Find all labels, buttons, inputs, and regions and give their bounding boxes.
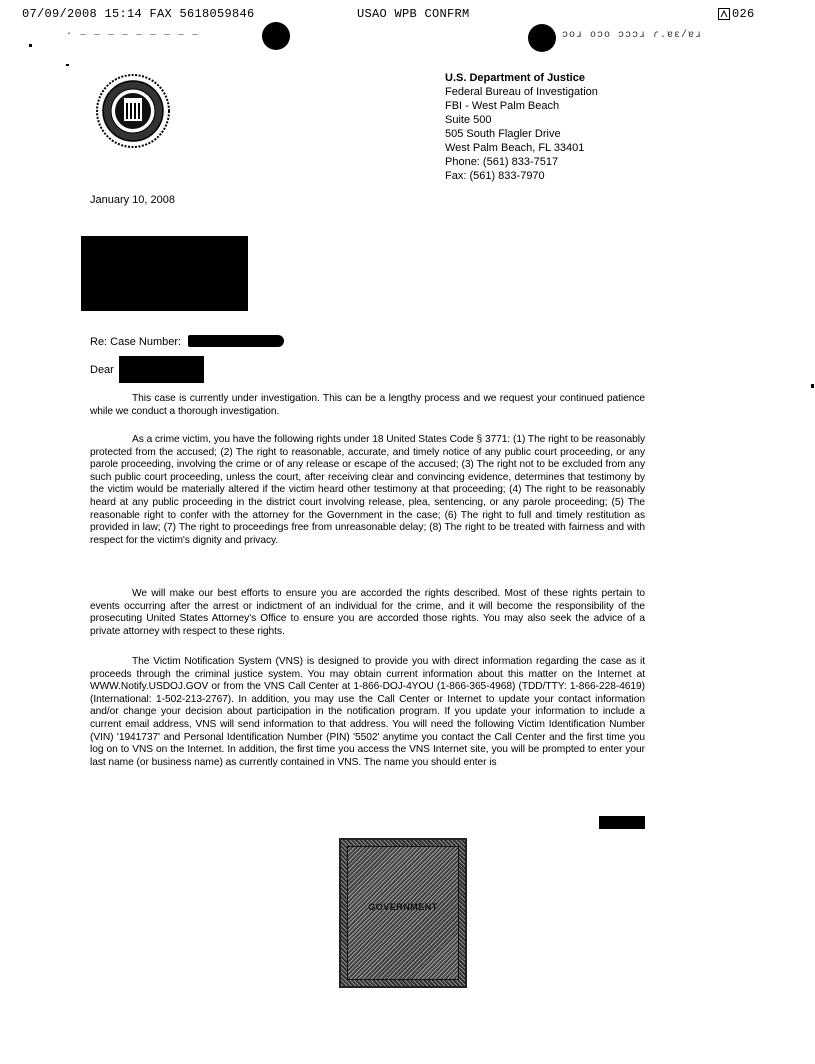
fax-timestamp: 07/09/2008 15:14 FAX 5618059846: [22, 7, 255, 21]
agency-department: U.S. Department of Justice: [445, 72, 585, 84]
salutation: Dear: [90, 364, 114, 376]
government-seal-stamp: [339, 838, 467, 988]
letter-date: January 10, 2008: [90, 194, 176, 206]
agency-suite: Suite 500: [445, 114, 492, 126]
agency-phone: Phone: (561) 833-7517: [445, 156, 559, 168]
scan-speck: [66, 64, 69, 66]
agency-bureau: Federal Bureau of Investigation: [445, 86, 598, 98]
fax-page-marker: [718, 7, 755, 21]
agency-street: 505 South Flagler Drive: [445, 128, 561, 140]
hole-punch-right: [528, 24, 556, 52]
scan-noise-left: . _ _ _ _ _ _ _ _ _: [66, 27, 200, 38]
paragraph-vns: The Victim Notification System (VNS) is designed to provide you with direct information regarding the case as it proceeds through the criminal justice system. You may obtain current information about this matter on the Internet at WWW.Notify.USDOJ.GOV or from the VNS Call Center at 1-866-DOJ-4YOU (1-866-365-4968) (TDD/TTY: 1-866-228-4619) (International: 1-502-213-2767). In addition, you may use the Call Center or Internet to update your contact information and/or change your decision about participation in the notification program. If you update your information to include a current email address, VNS will send information to that address. You will need the following Victim Identification Number (VIN) '1941737' and Personal Identification Number (PIN) '5502' anytime you contact the Call Center and the first time you log on to VNS on the Internet. In addition, the first time you access the VNS Internet site, you will be prompted to enter your last name (or business name) as currently contained in VNS. The name you should enter is: [90, 656, 645, 768]
agency-fax: Fax: (561) 833-7970: [445, 170, 545, 182]
fax-office: USAO WPB CONFRM: [357, 7, 470, 21]
paragraph-victim-rights: As a crime victim, you have the following rights under 18 United States Code § 3771: (1) The right to be reasonably protected from the accused; (2) The right to reasonable, accurate, and timely notice of any public court proceeding, or any parole proceeding, involving the crime or of any release or escape of the accused; (3) The right not to be excluded from any such public court proceeding, unless the court, after receiving clear and convincing evidence, determines that testimony by the victim would be materially altered if the victim heard other testimony at that proceeding; (4) The right to be reasonably heard at any public proceeding in the district court involving release, plea, sentencing, or any parole proceeding; (5) The reasonable right to confer with the attorney for the Government in the case; (6) The right to full and timely restitution as provided in law; (7) The right to proceedings free from unreasonable delay; (8) The right to be treated with fairness and with respect for the victim's dignity and privacy.: [90, 434, 645, 546]
scan-speck: [811, 384, 814, 388]
scan-noise-right: ɔoɹ oɔo ɔɔɔɹ ɾ.ɐɛ/ɐɹ: [562, 30, 703, 41]
paragraph-efforts: We will make our best efforts to ensure you are accorded the rights described. Most of these rights pertain to events occurring after the arrest or indictment of an individual for the crime, and it will become the responsibility of the prosecuting United States Attorney's Office to ensure you are accorded those rights. You may also seek the advice of a private attorney with respect to these rights.: [90, 588, 645, 637]
agency-city: West Palm Beach, FL 33401: [445, 142, 585, 154]
redacted-case-number: [188, 335, 284, 347]
redacted-recipient-name: [119, 356, 204, 383]
agency-address-block: [445, 71, 598, 183]
fax-page-number: 026: [732, 7, 755, 21]
agency-office: FBI - West Palm Beach: [445, 100, 560, 112]
seal-inner-frame: [347, 846, 459, 980]
fbi-seal-icon: [95, 73, 171, 149]
case-reference: [90, 336, 181, 348]
fax-page-icon: [718, 8, 730, 20]
case-number-label: Re: Case Number:: [90, 336, 182, 348]
seal-label: GOVERNMENT: [368, 902, 438, 912]
scan-speck: [29, 44, 32, 47]
hole-punch-left: [262, 22, 290, 50]
redacted-vns-name: [599, 816, 645, 829]
redacted-recipient-address: [81, 236, 248, 311]
paragraph-investigation: This case is currently under investigation. This can be a lengthy process and we request your continued patience while we conduct a thorough investigation.: [90, 393, 645, 417]
